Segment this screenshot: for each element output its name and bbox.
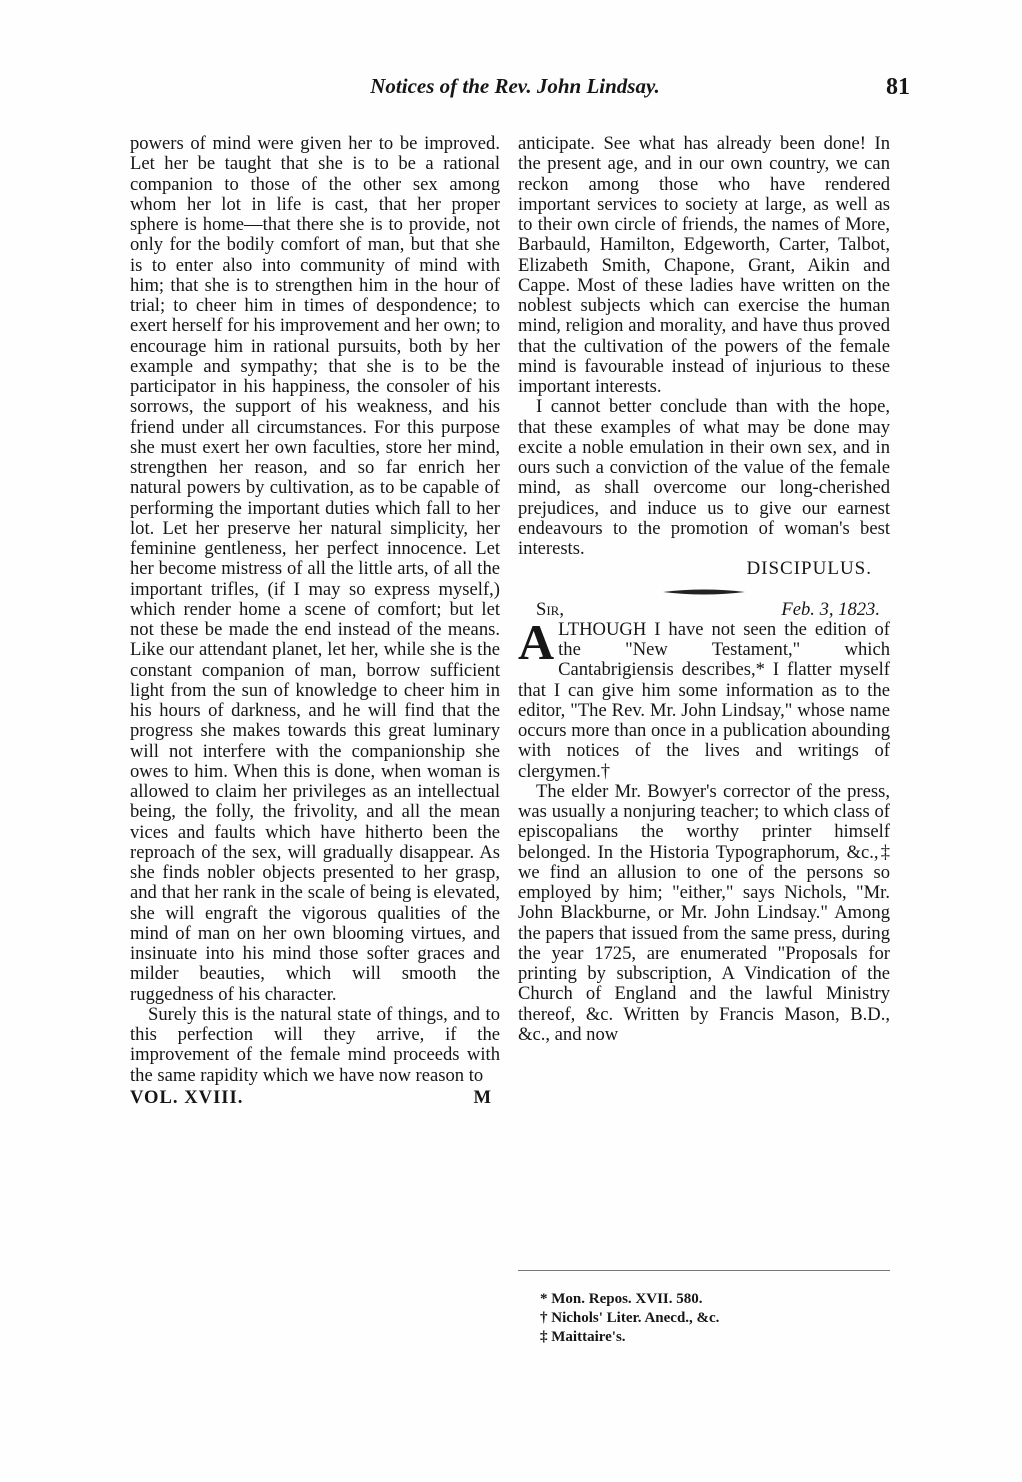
letter-dateline	[518, 600, 890, 620]
footnote: † Nichols' Liter. Anecd., &c.	[540, 1310, 720, 1326]
running-title: Notices of the Rev. John Lindsay.	[370, 74, 660, 98]
footnote: * Mon. Repos. XVII. 580.	[540, 1291, 703, 1307]
author-signoff: DISCIPULUS.	[746, 558, 872, 580]
letter-date: Feb. 3, 1823.	[781, 598, 880, 620]
left-column	[130, 134, 500, 1108]
right-column	[518, 134, 890, 1045]
gathering-mark: M	[473, 1086, 492, 1108]
drop-cap: A	[518, 613, 555, 670]
volume-signature: VOL. XVIII.	[130, 1086, 244, 1108]
letter-paragraph	[518, 613, 890, 782]
letter-paragraph-text: LTHOUGH I have not seen the edition of the "New Testament," which Cantabrigiensis describes,* I flatter myself that I can give him some information as to the editor, "The Rev. Mr. John Lindsay," whose name occurs more than once in a publication abounding with notices of the lives and writings of clergymen.†	[518, 618, 890, 782]
running-head	[120, 74, 910, 114]
salutation: Sir,	[536, 598, 564, 620]
footnotes	[540, 1290, 890, 1347]
letter-paragraph: The elder Mr. Bowyer's corrector of the press, was usually a nonjuring teacher; to which class of episcopalians the worthy printer himself belonged. In the Historia Typographorum, &c.,‡ we find an allusion to one of the persons so employed by him; "either," says Nichols, "Mr. John Blackburne, or Mr. John Lindsay." Among the papers that issued from the same press, during the year 1725, are enumerated "Proposals for printing by subscription, A Vindication of the Church of England and the lawful Ministry thereof, &c. Written by Francis Mason, B.D., &c., and now	[518, 780, 890, 1045]
footnote: ‡ Maittaire's.	[540, 1329, 626, 1345]
body-paragraph: Surely this is the natural state of things, and to this perfection will they arrive, if the improvement of the female mind proceeds with the same rapidity which we have now reason to	[130, 1003, 500, 1086]
page-number: 81	[886, 74, 910, 100]
footnote-rule	[518, 1270, 890, 1272]
body-paragraph: anticipate. See what has already been done! In the present age, and in our own country, we can reckon among those who have rendered important services to society at large, as well as to their own circle of friends, the names of More, Barbauld, Hamilton, Edgeworth, Carter, Talbot, Elizabeth Smith, Chapone, Grant, Aikin and Cappe. Most of these ladies have written on the noblest subjects which can exercise the human mind, religion and morality, and have thus proved that the cultivation of the powers of the female mind is favourable instead of injurious to these important interests.	[518, 133, 890, 397]
signature-line	[130, 1088, 500, 1108]
section-divider	[663, 588, 745, 596]
body-paragraph: I cannot better conclude than with the hope, that these examples of what may be done may excite a noble emulation in their own sex, and in ours such a conviction of the value of the female mind, as shall overcome our long-cherished prejudices, and induce us to give our earnest endeavours to the promotion of woman's best interests.	[518, 396, 890, 559]
body-paragraph: powers of mind were given her to be improved. Let her be taught that she is to be a rational companion to those of the other sex among whom her lot in life is cast, that her proper sphere is home—that there she is to provide, not only for the bodily comfort of man, but that she is to enter also into community of mind with him; that she is to strengthen him in the hour of trial; to cheer him in times of despondence; to exert herself for his improvement and her own; to encourage him in rational pursuits, both by her example and sympathy; that she is to be the participator in his happiness, the consoler of his sorrows, the support of his weakness, and his friend under all circumstances. For this purpose she must exert her own faculties, store her mind, strengthen her reason, and so far enrich her natural powers by cultivation, as to be capable of performing the important duties which fall to her lot. Let her preserve her natural simplicity, her feminine gentleness, her perfect innocence. Let her become mistress of all the little arts, of all the important trifles, (if I may so express myself,) which render home a scene of comfort; but let not these be made the end instead of the means. Like our attendant planet, let her, while she is the constant companion of man, borrow sufficient light from the sun of knowledge to cheer him in his hours of darkness, and he will find that the progress she makes towards this great luminary will not interfere with the companionship she owes to him. When this is done, when woman is allowed to claim her privileges as an intellectual being, the folly, the frivolity, and all the mean vices and faults which have hitherto been the reproach of the sex, will gradually disappear. As she finds nobler objects presented to her grasp, and that her rank in the scale of being is elevated, she will engraft the vigorous qualities of the mind of man on her own blooming virtues, and insinuate into his mind those softer graces and milder beauties, which will smooth the ruggedness of his character.	[130, 133, 500, 1005]
